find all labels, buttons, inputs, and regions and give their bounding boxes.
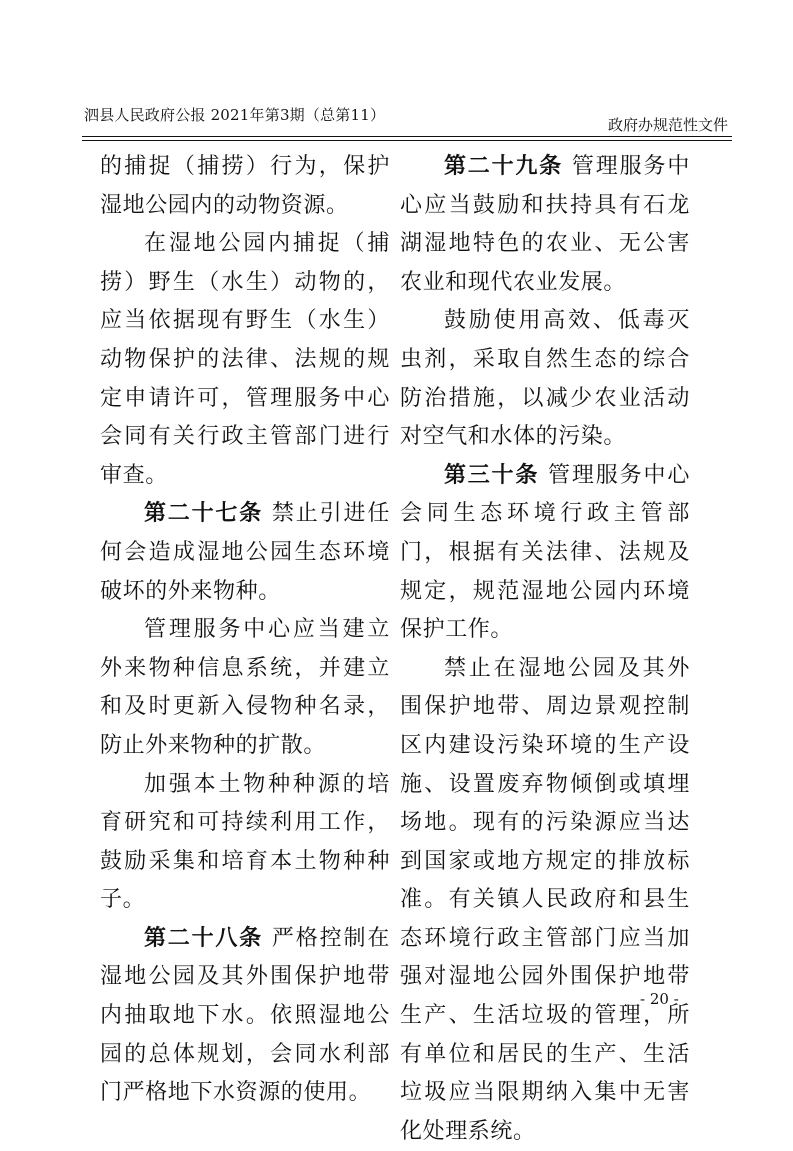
article-text: 严格控制在湿地公园及其外围保护地带内抽取地下水。依照湿地公园的总体规划，会同水利部门严格地下水资源的使用。 xyxy=(100,925,390,1106)
article-heading: 第二十七条 xyxy=(144,501,263,527)
paragraph-text: 鼓励使用高效、低毒灭虫剂，采取自然生态的综合防治措施，以减少农业活动对空气和水体的污染。 xyxy=(400,308,690,450)
document-category-label: 政府办规范性文件 xyxy=(608,116,729,134)
paragraph-text: 加强本土物种种源的培育研究和可持续利用工作，鼓励采集和培育本土物种种子。 xyxy=(100,771,390,913)
article-paragraph xyxy=(100,495,390,611)
paragraph xyxy=(100,766,390,920)
article-text: 管理服务中心会同生态环境行政主管部门，根据有关法律、法规及规定，规范湿地公园内环境保护工作。 xyxy=(400,462,690,643)
header-rule-thin xyxy=(82,140,732,141)
article-paragraph xyxy=(400,148,690,302)
paragraph-text: 管理服务中心应当建立外来物种信息系统，并建立和及时更新入侵物种名录，防止外来物种的扩散。 xyxy=(100,617,390,758)
header-rule-thick xyxy=(82,136,732,137)
paragraph xyxy=(100,148,390,225)
paragraph xyxy=(400,302,690,456)
paragraph xyxy=(400,650,690,1151)
paragraph xyxy=(100,611,390,765)
paragraph-text: 的捕捉（捕捞）行为，保护湿地公园内的动物资源。 xyxy=(100,154,390,218)
bulletin-header-title: 泗县人民政府公报 2021年第3期（总第11） xyxy=(84,106,386,124)
article-paragraph xyxy=(400,457,690,650)
left-text-column xyxy=(100,148,390,1113)
paragraph xyxy=(100,225,390,495)
page-number: - 20 - xyxy=(640,990,679,1008)
article-heading: 第二十八条 xyxy=(144,925,263,951)
article-paragraph xyxy=(100,920,390,1113)
article-heading: 第三十条 xyxy=(444,462,540,488)
paragraph-text: 在湿地公园内捕捉（捕捞）野生（水生）动物的，应当依据现有野生（水生）动物保护的法律、法规的规定申请许可，管理服务中心会同有关行政主管部门进行审查。 xyxy=(100,231,390,488)
article-heading: 第二十九条 xyxy=(444,154,563,179)
article-text: 管理服务中心应当鼓励和扶持具有石龙湖湿地特色的农业、无公害农业和现代农业发展。 xyxy=(400,154,690,295)
paragraph-text: 禁止在湿地公园及其外围保护地带、周边景观控制区内建设污染环境的生产设施、设置废弃物倾倒或填埋场地。现有的污染源应当达到国家或地方规定的排放标准。有关镇人民政府和县生态环境行政主管部门应当加强对湿地公园外围保护地带生产、生活垃圾的管理，所有单位和居民的生产、生活垃圾应当限期纳入集中无害化处理系统。 xyxy=(400,655,690,1144)
article-text: 禁止引进任何会造成湿地公园生态环境破坏的外来物种。 xyxy=(100,501,390,604)
